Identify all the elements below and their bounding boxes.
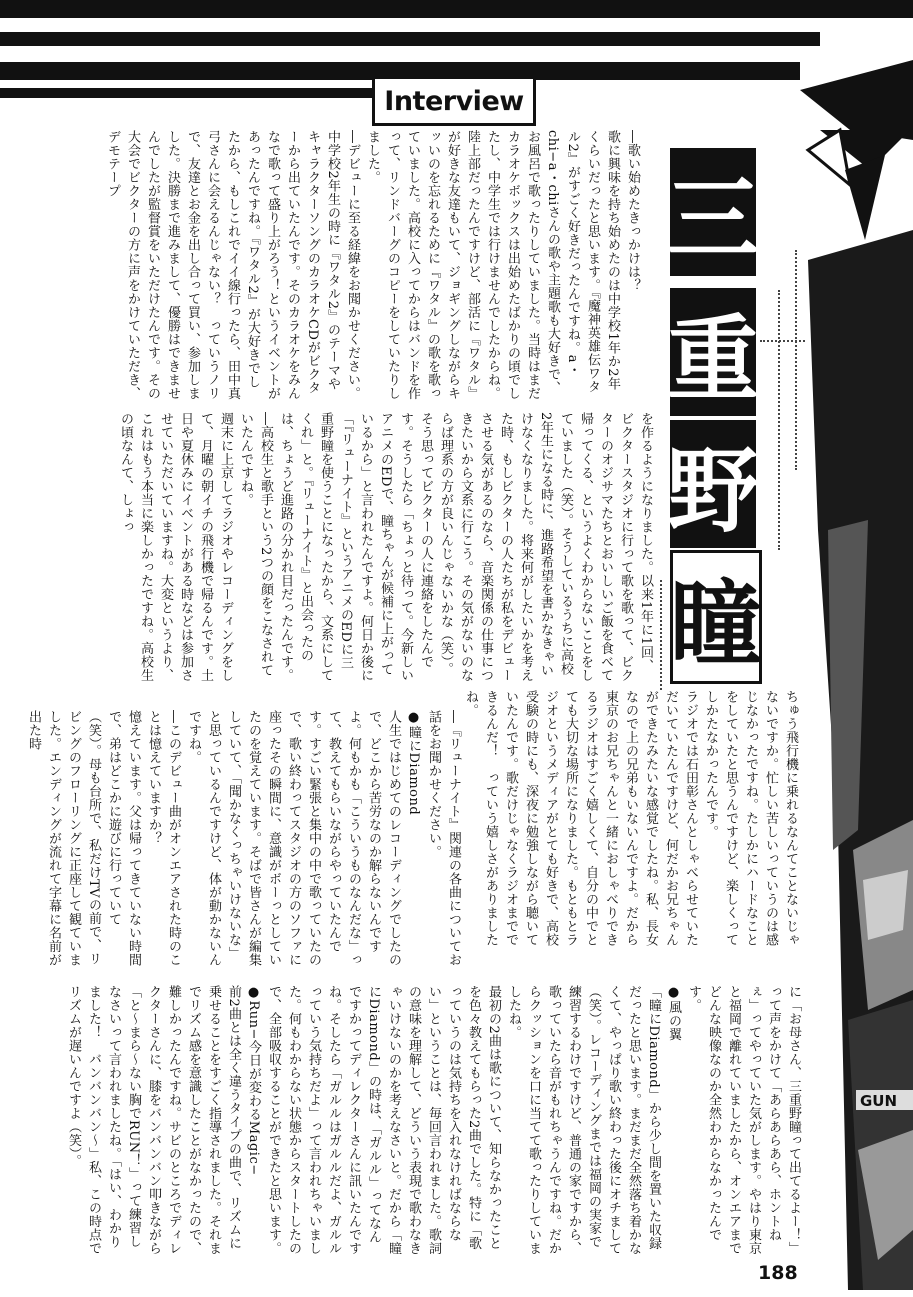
photo-caption: GUN [860,1092,898,1110]
dotted-line-2 [795,250,797,470]
text-column-3 [463,690,800,950]
dotted-line-1 [778,290,780,550]
column-3-text: ちゅう飛行機に乗れるなんてことないじゃないですか。忙しい苦しいっていうのは感じなかったですね。たしかにハードなことをしていたと思うんですけど、楽しくってしかたなかったんです。 ラジオでは石田彰さんとしゃべらせていただいていたんですけど、何だかお兄ちゃんができたみたいな感覚でしたね。私、長女なので上の兄弟もいないんですよ。だから東京のお兄ちゃんと一緒におしゃべりできるラジオはすごく嬉しくて、自分の中でとても大切な場所になりました。もともとラジオというメディアがとても好きで、高校受験の時にも、深夜に勉強しながら聴いていたんです。歌だけじゃなくラジオまでできるんだ！ っていう嬉しさがありましたね。 [463,690,798,947]
title-char-1: 三 [670,148,756,276]
top-bar-1 [0,0,913,18]
title-char-2: 重 [670,288,756,416]
interview-label: Interview [372,76,536,126]
text-column-4 [26,710,463,970]
top-bar-4 [0,88,372,98]
top-band-gap [10,22,530,28]
dotted-line-3 [660,580,662,690]
character-illustration [808,230,913,1290]
title-char-4: 瞳 [670,550,762,684]
page-number: 188 [758,1262,798,1284]
decorative-wing-graphic [790,60,913,240]
title-char-3: 野 [670,420,756,548]
top-bar-2 [0,32,820,46]
text-column-1 [105,130,642,400]
column-4-text: ―『リューナイト』関連の各曲についてお話をお聞かせください。 ●瞳にDiamond 人生ではじめてのレコーディングでしたので、どこから苦労なのか解らないんですよ。何もかも「こういうものなんだな」って、教えてもらいながらやっていたんです。すごい緊張と集中の中で歌っていたので、歌い終わってスタジオの方のソファに座ったその瞬間に、意識がボーっとしていたのを覚えています。そばで皆さんが編集していて、「聞かなくっちゃいけないな」と思っているんですけど、体が動かないんですね。 ―このデビュー曲がオンエアされた時のことは憶えていますか？ 憶えています。父は帰ってきていない時間で、弟はどこかに遊びに行っていて（笑）。母も台所で、私だけTVの前で、リビングのフローリングに正座して観ていました。エンディングが流れて字幕に名前が出た時 [26,710,461,967]
dotted-line-4 [760,340,805,342]
column-2-text: を作るようになりました。以来1年に1回、ビクタースタジオに行って歌を歌って、ビクターのオジサマたちとおいしいご飯を食べて帰ってくる、というよくわからないことをしていました（笑）。そうしているうちに高校2年生になる時に、進路希望を書かなきゃいけなくなりました。将来何がしたいかを考えた時、もしビクターの人たちが私をデビューさせる気があるのなら、音楽関係の仕事につきたいから文系に行こう。その気がないのならば理系の方が良いんじゃないかな（笑）。そう思ってビクターの人に連絡をしたんです。そうしたら「ちょっと待って。今新しいアニメのEDで、瞳ちゃんが候補に上がっているから」と言われたんですよ。何日か後に「『リューナイト』というアニメのEDに三重野瞳を使うことになったから、文系にしてくれ」と。『リューナイト』と出会ったのは、ちょうど進路の分かれ目だったんです。 ―高校生と歌手という2つの顔をこなされていたんですね。 週末に上京してラジオやレコーディングをして、月曜の朝イチの飛行機で帰るんです。土日や夏休みにイベントがある時などは参加させていただいていますね。大変というより、これはもう本当に楽しかったですね。高校生の頃なんて、しょっ [118,412,653,682]
text-column-5 [66,985,803,1255]
text-column-2 [118,412,655,682]
column-5-text: に「お母さん、三重野瞳って出てるよー！」って声をかけて「あらあらあら、ホントねぇ」ってやっていた気がします。やはり東京と福岡で離れていましたから、オンエアまでどんな映像なのか全然わからなかったんです。 ●風の翼 「瞳にDiamond」から少し間を置いた収録だったと思います。まだまだ全然落ち着かなくて、やっぱり歌い終わった後にオチまして（笑）。レコーディングまでは福岡の実家で練習するわけですけど、普通の家ですから、歌っていたら音がもれちゃうんですね。だからクッションを口に当てて歌ったりしていましたね。 最初の2曲は歌について、知らなかったことを色々教えてもらった2曲でした。特に「歌っていうのは気持ちを入れなければならない」ということは、毎回言われました。歌詞の意味を理解して、どういう表現で歌わなきゃいけないのかを考えなさいと。だから「瞳にDiamond」の時は、「ガルル」ってなんですかってディレクターさんに訊いたんですね。そしたら「ガルルはガルルだよ、ガルルっていう気持ちだよ」って言われちゃいました。何もわからない状態からスタートしたので、全部吸収することができたと思います。 ●Run−今日が変わるMagic− 前2曲とは全く違うタイプの曲で、リズムに乗せることをすごく指導されました。それまでリズム感を意識したことがなかったので、難しかったんですね。サビのところでディレクターさんに、膝をバンバンバン叩きながら「と〜まら〜ない胸でRUN！」って練習しなさいって言われましたね。「はい、わかりました！ バンバンバン〜」私、この時点でリズムが遅いんですよ（笑）。 [66,985,801,1255]
column-1-text: ―歌い始めたきっかけは？ 歌に興味を持ち始めたのは中学校1年か2年くらいだったと思います。『魔神英雄伝ワタル2』がすごく好きだったんですね。a・chi−a・chiさんの歌や主題歌も大好きで、お風呂で歌ったりしていました。当時はまだカラオケボックスは出始めたばかりの頃でしたし、中学生では行けませんでしたからね。陸上部だったんですけど、部活に『ワタル』が好きな友達もいて、ジョギングしながらキッいのを忘れるために『ワタル』の歌を歌っていました。高校に入ってからはバンドを作って、リンドバーグのコピーをしていたりしました。 ―デビューに至る経緯をお聞かせください。 中学校2年生の時に『ワタル2』のテーマやキャラクターソングのカラオケCDがビクターから出ていたんです。そのカラオケをみんなで歌って盛り上がろう！というイベントがあったんですね。『ワタル2』が大好きでしたから、もしこれでイイ線行ったら、田中真弓さんに会えるんじゃない？ っていうノリで、友達とお金を出し合って買い、参加しました。決勝まで進みまして、優勝はできませんでしたが監督賞をいただけたんです。その大会でビクターの方に声をかけていただき、デモテープ [105,130,640,400]
